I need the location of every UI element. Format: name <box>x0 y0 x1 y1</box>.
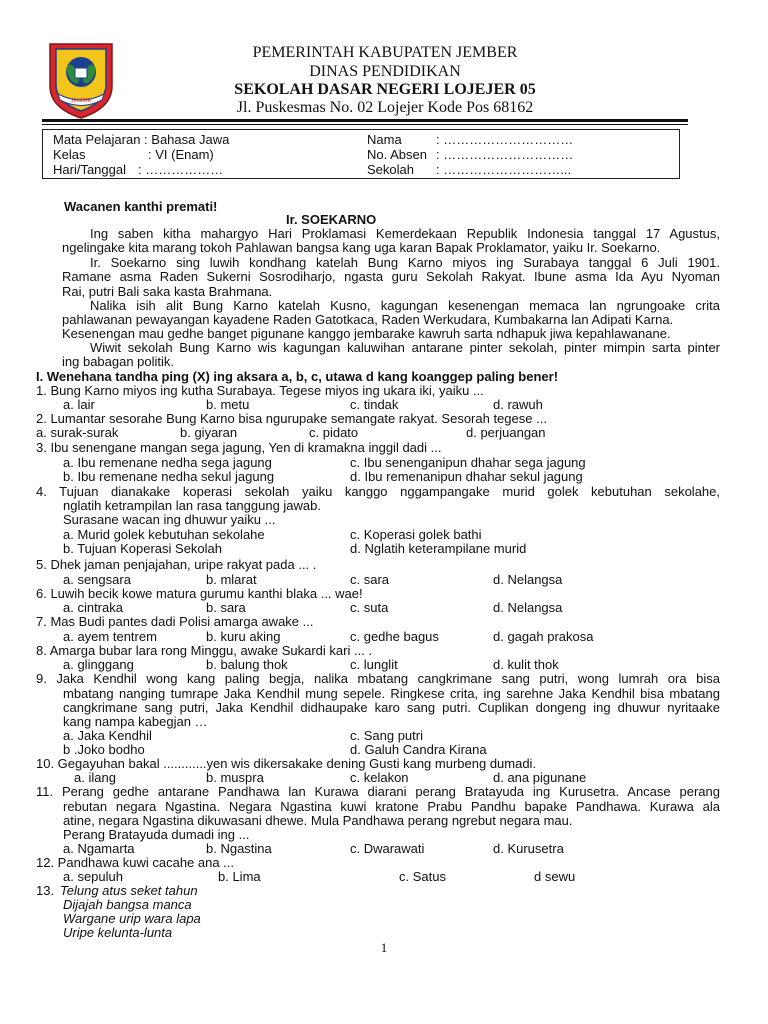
q11-option-c[interactable]: c. Dwarawati <box>350 841 425 856</box>
q7-option-d[interactable]: d. gagah prakosa <box>493 629 594 644</box>
q3-option-b[interactable]: b. Ibu remenane nedha sekul jagung <box>63 469 275 484</box>
question-11-text-cont: rebutan negara Ngastina. Negara Ngastina kuwi kratone Prabu Pandhu bapake Pandhawa. Kurawa ala <box>63 799 720 814</box>
logo-book-icon <box>75 68 87 78</box>
q9-option-a[interactable]: a. Jaka Kendhil <box>63 728 152 743</box>
question-9-prompt: kang nampa kabegjan … <box>63 714 208 729</box>
q4-option-b[interactable]: b. Tujuan Koperasi Sekolah <box>63 541 222 556</box>
class-value: : VI (Enam) <box>148 147 214 162</box>
q11-option-a[interactable]: a. Ngamarta <box>63 841 135 856</box>
name-label: Nama <box>367 132 402 147</box>
question-2-text: 2. Lumantar sesorahe Bung Karno bisa ngurupake semangate rakyat. Sesorah tegese ... <box>36 411 547 426</box>
student-info-box <box>42 129 680 179</box>
q12-option-a[interactable]: a. sepuluh <box>63 869 123 884</box>
question-3-text: 3. Ibu senengane mangan sega jagung, Yen di kramakna inggil dadi ... <box>36 440 442 455</box>
question-13-poem-line: Telung atus seket tahun <box>60 883 198 898</box>
question-11-text-cont: atine, negara Ngastina dikuwasani dhewe. Mula Pandhawa perang ngrebut negara mau. <box>63 813 573 828</box>
q10-option-d[interactable]: d. ana pigunane <box>493 770 587 785</box>
q8-option-c[interactable]: c. lunglit <box>350 657 398 672</box>
logo-text: JEMBER <box>70 98 92 104</box>
reading-line: ngelingake kita marang tokoh Pahlawan bangsa kang uga karan Bapak Proklamator, yaiku Ir. Soekarno. <box>62 240 661 255</box>
q7-option-a[interactable]: a. ayem tentrem <box>63 629 157 644</box>
section-heading: I. Wenehana tandha ping (X) ing aksara a, b, c, utawa d kang koanggep paling bener! <box>36 369 559 384</box>
q4-option-c[interactable]: c. Koperasi golek bathi <box>350 527 482 542</box>
question-12-text: 12. Pandhawa kuwi cacahe ana ... <box>36 855 235 870</box>
q5-option-b[interactable]: b. mlarat <box>206 572 257 587</box>
q9-option-b[interactable]: b .Joko bodho <box>63 742 145 757</box>
reading-line: Nalika isih alit Bung Karno katelah Kusno, kagungan kesenengan memaca lan ngrungoake crita <box>90 298 720 313</box>
reading-line: Ir. Soekarno sing luwih kondhang katelah Bung Karno miyos ing Surabaya tanggal 6 Juli 1901. <box>90 255 720 270</box>
q8-option-d[interactable]: d. kulit thok <box>493 657 559 672</box>
q6-option-a[interactable]: a. cintraka <box>63 600 123 615</box>
question-9-text-cont: cangkrimane sang putri, Jaka Kendhil didhaupake karo sang putri. Cuplikan dongeng ing dhuwur nyritaake <box>63 700 720 715</box>
q8-option-a[interactable]: a. glinggang <box>63 657 134 672</box>
question-6-text: 6. Luwih becik kowe matura gurumu kanthi blaka ... wae! <box>36 586 363 601</box>
question-11-prompt: Perang Bratayuda dumadi ing ... <box>63 827 250 842</box>
q7-option-b[interactable]: b. kuru aking <box>206 629 281 644</box>
q2-option-a[interactable]: a. surak-surak <box>36 425 119 440</box>
q5-option-a[interactable]: a. sengsara <box>63 572 131 587</box>
q12-option-b[interactable]: b. Lima <box>218 869 261 884</box>
letterhead-divider-thick <box>42 119 688 122</box>
q1-option-b[interactable]: b. metu <box>206 397 250 412</box>
school-label: Sekolah <box>367 162 414 177</box>
date-field[interactable]: : ……………… <box>138 162 224 177</box>
question-8-text: 8. Amarga bubar lara rong Minggu, awake Sukardi kari ... . <box>36 643 373 658</box>
question-7-text: 7. Mas Budi pantes dadi Polisi amarga awake ... <box>36 614 314 629</box>
letterhead-address: Jl. Puskesmas No. 02 Lojejer Kode Pos 68162 <box>236 99 534 116</box>
q6-option-c[interactable]: c. suta <box>350 600 389 615</box>
q7-option-c[interactable]: c. gedhe bagus <box>350 629 439 644</box>
q9-option-c[interactable]: c. Sang putri <box>350 728 423 743</box>
absen-label: No. Absen <box>367 147 427 162</box>
q1-option-c[interactable]: c. tindak <box>350 397 399 412</box>
q2-option-b[interactable]: b. giyaran <box>180 425 238 440</box>
question-10-text: 10. Gegayuhan bakal ............yen wis dikersakake dening Gusti kang murbeng dumadi. <box>36 756 537 771</box>
q12-option-d[interactable]: d sewu <box>534 869 576 884</box>
q4-option-a[interactable]: a. Murid golek kebutuhan sekolahe <box>63 527 265 542</box>
q2-option-d[interactable]: d. perjuangan <box>466 425 546 440</box>
question-4-text: 4. Tujuan dianakake koperasi sekolah yaiku kanggo nggampangake murid golek kebutuhan sekolahe, <box>36 484 720 499</box>
reading-line: pahlawanan pewayangan kayadene Raden Gatotkaca, Raden Werkudara, Kumbakarna lan Adipati Karna. <box>62 312 674 327</box>
q3-option-d[interactable]: d. Ibu remenanipun dhahar sekul jagung <box>350 469 583 484</box>
q10-option-a[interactable]: a. ilang <box>74 770 116 785</box>
reading-line: Wiwit sekolah Bung Karno wis kagungan kaluwihan antarane pinter sekolah, pinter mimpin sarta pinter <box>90 340 720 355</box>
reading-line: Kesenengan mau gedhe banget pigunane kanggo jembarake kawruh sarta ndhapuk jiwa kepahlawanane. <box>62 326 671 341</box>
q1-option-a[interactable]: a. lair <box>63 397 95 412</box>
q2-option-c[interactable]: c. pidato <box>309 425 359 440</box>
letterhead-divider-thin <box>42 124 688 125</box>
q11-option-d[interactable]: d. Kurusetra <box>493 841 564 856</box>
q6-option-b[interactable]: b. sara <box>206 600 246 615</box>
question-4-prompt: Surasane wacan ing dhuwur yaiku ... <box>63 512 276 527</box>
reading-line: Ing saben kitha mahargyo Hari Proklamasi Kemerdekaan Republik Indonesia tanggal 17 Agustus, <box>90 226 720 241</box>
q12-option-c[interactable]: c. Satus <box>399 869 446 884</box>
question-13-poem-line: Wargane urip wara lapa <box>63 911 201 926</box>
q6-option-d[interactable]: d. Nelangsa <box>493 600 563 615</box>
question-11-text: 11. Perang gedhe antarane Pandhawa lan Kurawa diarani perang Bratayuda ing Kurusetra. Ancase perang <box>36 784 720 799</box>
question-13-number: 13. <box>36 883 55 898</box>
q8-option-b[interactable]: b. balung thok <box>206 657 288 672</box>
absen-field[interactable]: : ………………………… <box>436 147 574 162</box>
reading-line: Ramane asma Raden Sukerni Sosrodiharjo, ngasta guru Sekolah Rakyat. Ibune asma Ida Ayu Nyoman <box>62 269 720 284</box>
q3-option-a[interactable]: a. Ibu remenane nedha sega jagung <box>63 455 272 470</box>
reading-line: Rai, putri Bali saka kasta Brahmana. <box>62 284 273 299</box>
letterhead-school-name: SEKOLAH DASAR NEGERI LOJEJER 05 <box>234 81 536 98</box>
question-5-text: 5. Dhek jaman penjajahan, uripe rakyat pada ... . <box>36 557 317 572</box>
q3-option-c[interactable]: c. Ibu senenganipun dhahar sega jagung <box>350 455 586 470</box>
question-13-poem-line: Dijajah bangsa manca <box>63 897 192 912</box>
q4-option-d[interactable]: d. Nglatih keterampilane murid <box>350 541 527 556</box>
subject-field: Mata Pelajaran : Bahasa Jawa <box>53 132 230 147</box>
school-district-logo <box>46 40 116 120</box>
question-4-text-cont: nglatih ketrampilan lan rasa tanggung jawab. <box>63 498 322 513</box>
q11-option-b[interactable]: b. Ngastina <box>206 841 272 856</box>
question-1-text: 1. Bung Karno miyos ing kutha Surabaya. Tegese miyos ing ukara iki, yaiku ... <box>36 383 484 398</box>
name-field[interactable]: : ………………………… <box>436 132 574 147</box>
q1-option-d[interactable]: d. rawuh <box>493 397 543 412</box>
date-label: Hari/Tanggal <box>53 162 126 177</box>
q5-option-c[interactable]: c. sara <box>350 572 390 587</box>
letterhead-department: DINAS PENDIDIKAN <box>309 63 461 80</box>
class-label: Kelas <box>53 147 86 162</box>
q10-option-b[interactable]: b. muspra <box>206 770 264 785</box>
question-9-text-cont: mbatang nanging tumrape Jaka Kendhil mung sepele. Ringkese crita, ing sarehne Jaka Kendhil bisa mbatang <box>63 686 720 701</box>
reading-instruction: Wacanen kanthi premati! <box>64 199 218 214</box>
letterhead-government: PEMERINTAH KABUPATEN JEMBER <box>252 44 518 61</box>
q10-option-c[interactable]: c. kelakon <box>350 770 409 785</box>
reading-title: Ir. SOEKARNO <box>286 212 377 227</box>
question-13-poem-line: Uripe kelunta-lunta <box>63 925 173 940</box>
q9-option-d[interactable]: d. Galuh Candra Kirana <box>350 742 487 757</box>
reading-line: ing babagan politik. <box>62 354 175 369</box>
school-field[interactable]: : ………………………... <box>436 162 572 177</box>
question-9-text: 9. Jaka Kendhil wong kang paling begja, nalika mbatang cangkrimane sang putri, wong lumrah ora bisa <box>36 671 720 686</box>
page-number: 1 <box>380 940 388 955</box>
q5-option-d[interactable]: d. Nelangsa <box>493 572 563 587</box>
